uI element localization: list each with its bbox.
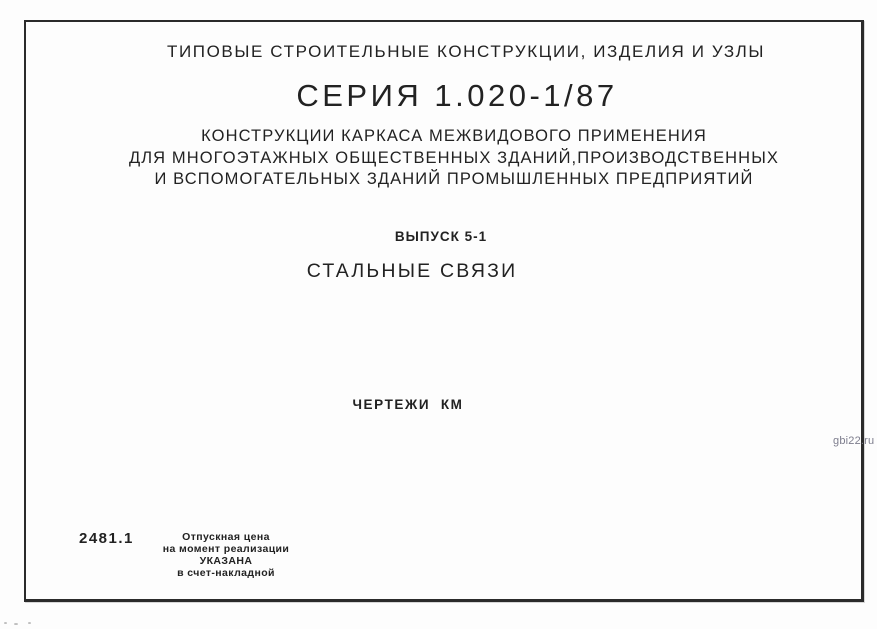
price-note-line: Отпускная цена [182,531,270,543]
price-note-line: на момент реализации [162,543,290,555]
document-description [129,126,779,191]
price-note-line: в счет-накладной [177,567,275,579]
scan-speck [14,623,18,625]
scan-speck [4,622,7,624]
description-line: КОНСТРУКЦИИ КАРКАСА МЕЖВИДОВОГО ПРИМЕНЕНИЯ [201,127,707,145]
series-title: СЕРИЯ 1.020-1/87 [296,78,618,113]
description-line: И ВСПОМОГАТЕЛЬНЫХ ЗДАНИЙ ПРОМЫШЛЕННЫХ ПРЕДПРИЯТИЙ [154,170,754,188]
description-line: ДЛЯ МНОГОЭТАЖНЫХ ОБЩЕСТВЕННЫХ ЗДАНИЙ,ПРОИЗВОДСТВЕННЫХ [128,148,780,167]
subject-title: СТАЛЬНЫЕ СВЯЗИ [306,260,518,282]
price-note-line: УКАЗАНА [199,555,253,567]
issue-label: ВЫПУСК 5-1 [394,229,488,244]
drawings-type-label: ЧЕРТЕЖИ КМ [352,397,464,412]
document-category-heading: ТИПОВЫЕ СТРОИТЕЛЬНЫЕ КОНСТРУКЦИИ, ИЗДЕЛИЯ И УЗЛЫ [166,42,766,61]
price-note [163,531,290,579]
scan-speck [28,622,31,624]
site-watermark: gbi22.ru [833,435,875,447]
handwritten-order-number: 2481.1 [79,530,134,547]
